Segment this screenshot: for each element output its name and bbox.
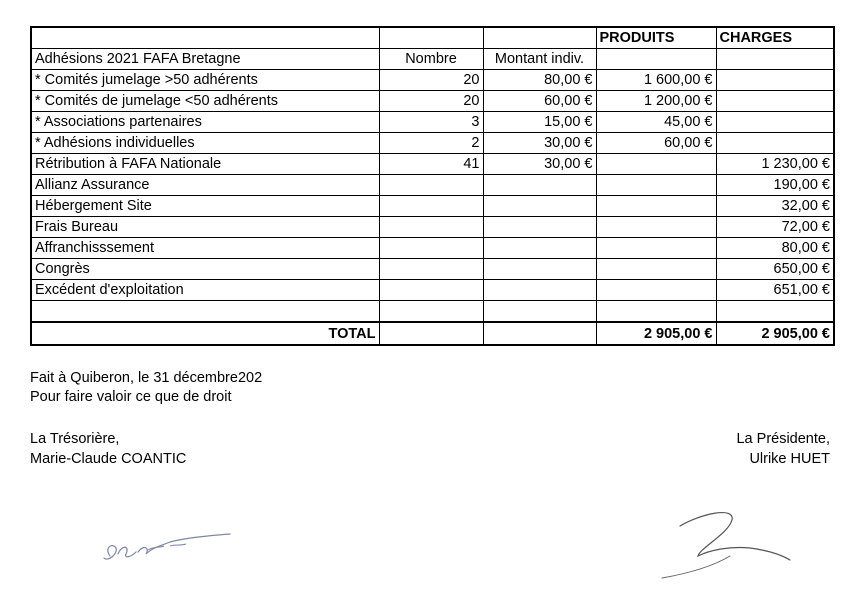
table-cell: 32,00 € (716, 196, 834, 217)
table-row (31, 280, 834, 301)
table-subheader-row (31, 49, 834, 70)
table-cell: * Comités jumelage >50 adhérents (31, 70, 379, 91)
table-cell: 2 905,00 € (716, 322, 834, 345)
table-cell (596, 259, 716, 280)
table-cell: * Comités de jumelage <50 adhérents (31, 91, 379, 112)
table-cell (596, 175, 716, 196)
table-cell (379, 238, 483, 259)
table-cell (483, 322, 596, 345)
table-cell (31, 27, 379, 49)
table-cell: 2 905,00 € (596, 322, 716, 345)
table-cell: Hébergement Site (31, 196, 379, 217)
table-cell (596, 238, 716, 259)
table-row (31, 301, 834, 323)
table-cell: 15,00 € (483, 112, 596, 133)
table-cell (596, 280, 716, 301)
table-cell (483, 196, 596, 217)
table-cell: 20 (379, 70, 483, 91)
table-cell (716, 49, 834, 70)
table-cell (716, 301, 834, 323)
table-cell: CHARGES (716, 27, 834, 49)
table-cell (596, 154, 716, 175)
table-row (31, 112, 834, 133)
table-cell: Adhésions 2021 FAFA Bretagne (31, 49, 379, 70)
table-total-row (31, 322, 834, 345)
table-cell (379, 196, 483, 217)
treasurer-signature (90, 518, 250, 568)
table-cell: * Adhésions individuelles (31, 133, 379, 154)
table-cell: 20 (379, 91, 483, 112)
table-cell: 60,00 € (596, 133, 716, 154)
table-cell: 30,00 € (483, 133, 596, 154)
table-row (31, 133, 834, 154)
table-header-row (31, 27, 834, 49)
table-cell: Montant indiv. (483, 49, 596, 70)
table-cell (379, 322, 483, 345)
president-name: Ulrike HUET (749, 451, 830, 467)
table-cell: Excédent d'exploitation (31, 280, 379, 301)
table-cell: * Associations partenaires (31, 112, 379, 133)
table-cell: PRODUITS (596, 27, 716, 49)
table-cell (716, 70, 834, 91)
table-cell (379, 301, 483, 323)
table-cell (379, 259, 483, 280)
budget-table (30, 26, 835, 346)
table-row (31, 175, 834, 196)
table-cell: 2 (379, 133, 483, 154)
table-row (31, 259, 834, 280)
table-cell: Nombre (379, 49, 483, 70)
table-cell: 45,00 € (596, 112, 716, 133)
table-cell: TOTAL (31, 322, 379, 345)
table-row (31, 217, 834, 238)
table-cell (379, 27, 483, 49)
table-cell (379, 280, 483, 301)
table-cell (716, 91, 834, 112)
table-cell: Frais Bureau (31, 217, 379, 238)
table-cell: 60,00 € (483, 91, 596, 112)
table-cell (483, 238, 596, 259)
table-cell (379, 217, 483, 238)
treasurer-name: Marie-Claude COANTIC (30, 451, 187, 467)
table-cell (483, 27, 596, 49)
table-cell: 72,00 € (716, 217, 834, 238)
table-cell (483, 280, 596, 301)
table-cell (31, 301, 379, 323)
table-cell: 1 230,00 € (716, 154, 834, 175)
table-cell (596, 301, 716, 323)
president-title: La Présidente, (736, 431, 830, 447)
table-cell (596, 49, 716, 70)
table-cell (483, 217, 596, 238)
place-date: Fait à Quiberon, le 31 décembre202 (30, 370, 263, 386)
table-cell (483, 175, 596, 196)
table-cell: Allianz Assurance (31, 175, 379, 196)
mention: Pour faire valoir ce que de droit (30, 389, 232, 405)
table-cell: 1 200,00 € (596, 91, 716, 112)
table-cell (716, 133, 834, 154)
table-row (31, 238, 834, 259)
table-row (31, 91, 834, 112)
table-cell (483, 259, 596, 280)
table-cell: Affranchisssement (31, 238, 379, 259)
table-cell (379, 175, 483, 196)
table-cell: 41 (379, 154, 483, 175)
president-signature (640, 498, 800, 588)
table-cell (483, 301, 596, 323)
treasurer-title: La Trésorière, (30, 431, 120, 447)
table-cell: 80,00 € (716, 238, 834, 259)
table-cell: 3 (379, 112, 483, 133)
table-cell (596, 196, 716, 217)
table-row (31, 196, 834, 217)
table-row (31, 154, 834, 175)
table-cell: 650,00 € (716, 259, 834, 280)
table-cell: 190,00 € (716, 175, 834, 196)
table-cell: Rétribution à FAFA Nationale (31, 154, 379, 175)
table-cell: 1 600,00 € (596, 70, 716, 91)
table-cell: Congrès (31, 259, 379, 280)
table-cell: 80,00 € (483, 70, 596, 91)
table-cell (596, 217, 716, 238)
table-cell: 651,00 € (716, 280, 834, 301)
table-cell: 30,00 € (483, 154, 596, 175)
table-cell (716, 112, 834, 133)
table-row (31, 70, 834, 91)
